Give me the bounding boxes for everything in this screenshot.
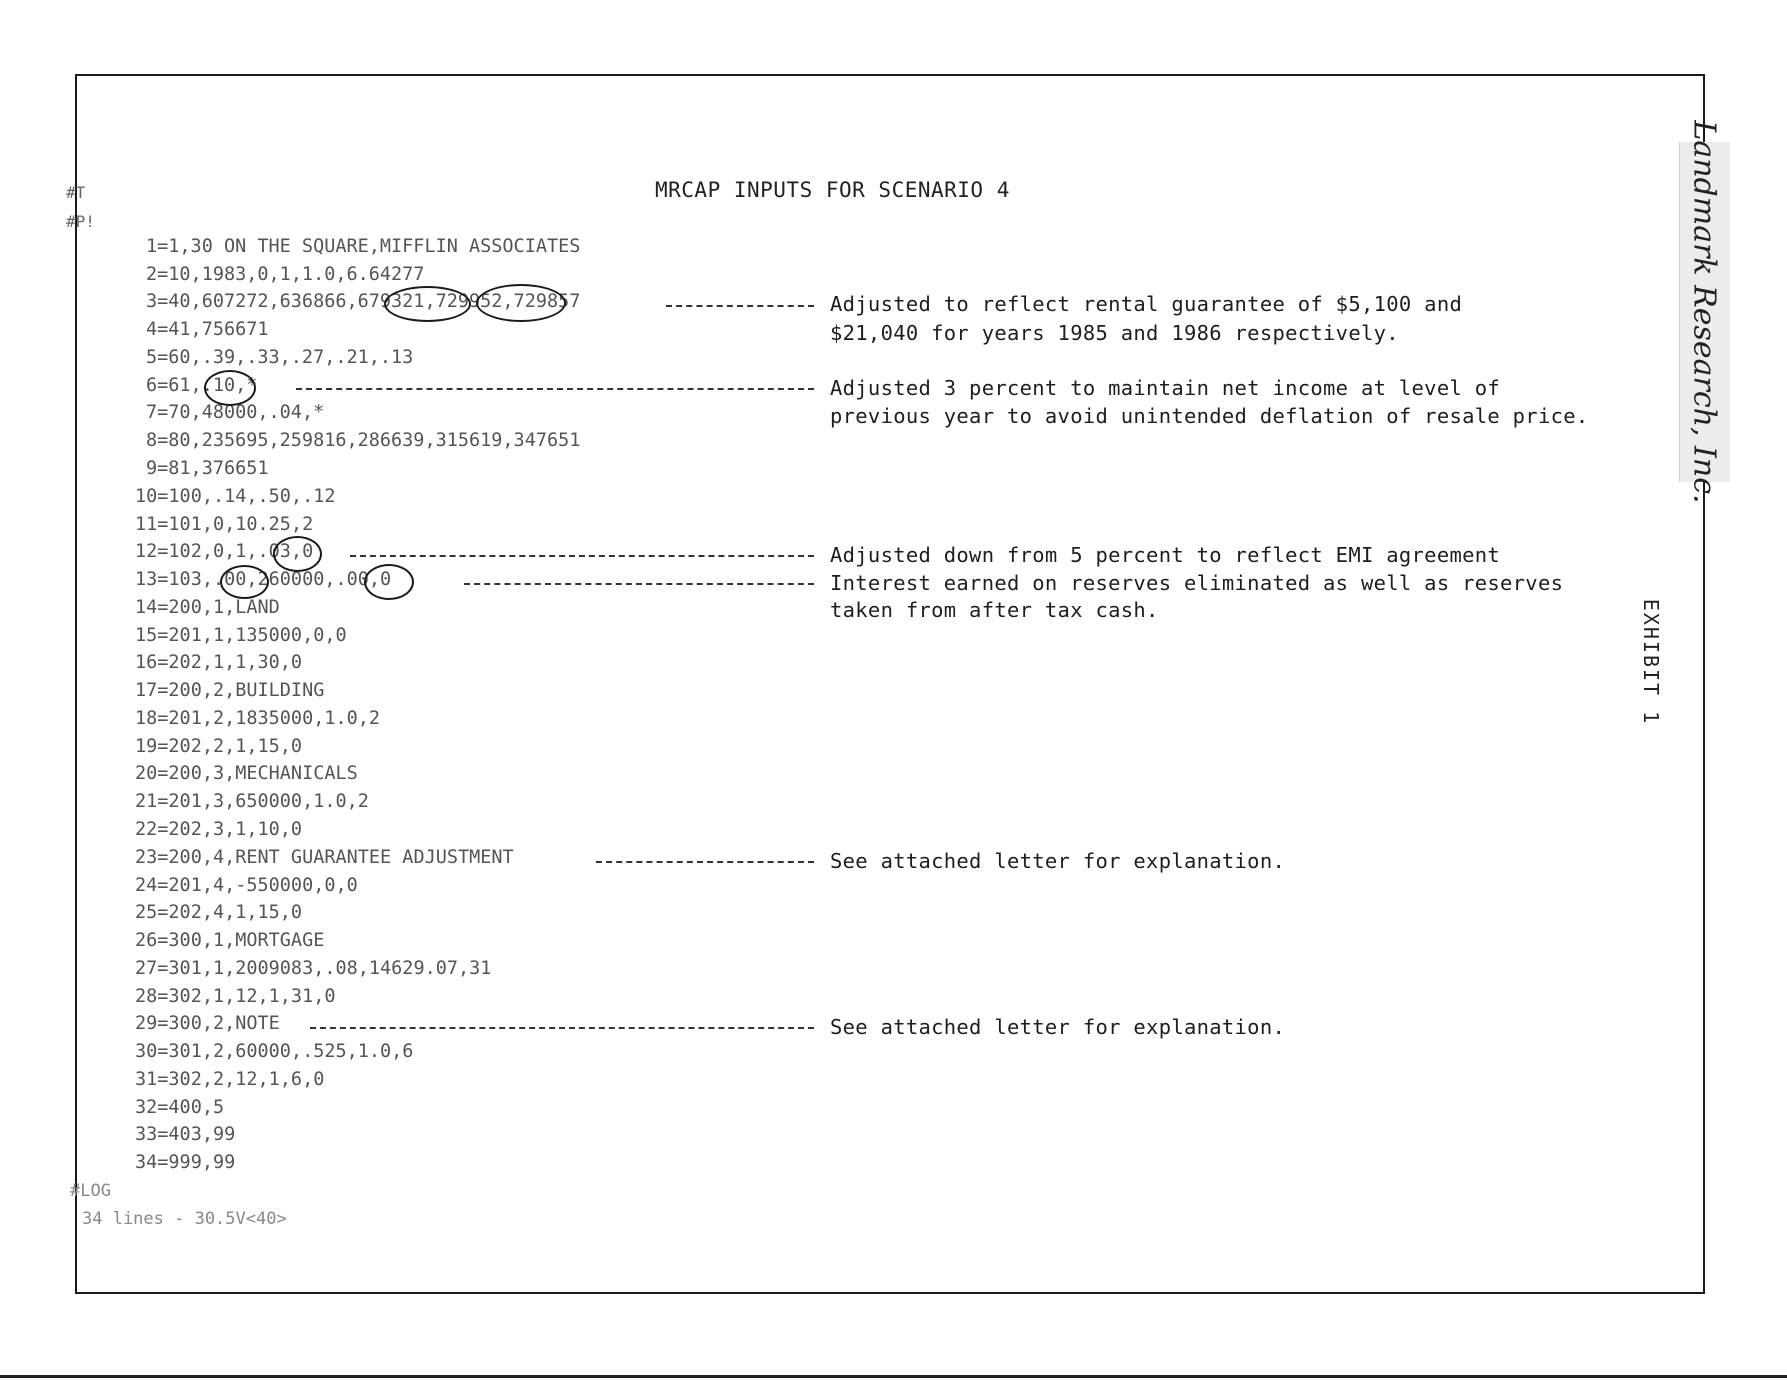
input-line-5: 5=60,.39,.33,.27,.21,.13 — [146, 347, 414, 368]
annotation-rental-guarantee-1: Adjusted to reflect rental guarantee of $5,100 and — [830, 292, 1463, 316]
leader-line-29 — [310, 1027, 814, 1029]
annotation-letter-note: See attached letter for explanation. — [830, 1015, 1286, 1039]
log-marker: #LOG — [70, 1181, 111, 1201]
input-line-1: 1=1,30 ON THE SQUARE,MIFFLIN ASSOCIATES — [146, 236, 581, 257]
input-line-16: 16=202,1,1,30,0 — [135, 652, 303, 673]
annotation-emi-agreement: Adjusted down from 5 percent to reflect EMI agreement — [830, 543, 1501, 567]
side-mark-p: #P! — [66, 212, 95, 231]
leader-line-6 — [296, 388, 814, 390]
input-line-2: 2=10,1983,0,1,1.0,6.64277 — [146, 264, 425, 285]
input-line-34: 34=999,99 — [135, 1152, 236, 1173]
input-line-21: 21=201,3,650000,1.0,2 — [135, 791, 369, 812]
leader-line-3 — [666, 305, 814, 307]
annotation-reserves-2: taken from after tax cash. — [830, 598, 1159, 622]
input-line-8: 8=80,235695,259816,286639,315619,347651 — [146, 430, 581, 451]
circle-mark-03 — [273, 536, 322, 572]
input-line-23: 23=200,4,RENT GUARANTEE ADJUSTMENT — [135, 847, 514, 868]
input-line-9: 9=81,376651 — [146, 458, 269, 479]
input-line-31: 31=302,2,12,1,6,0 — [135, 1069, 325, 1090]
company-logo: Landmark Research, Inc. — [1686, 120, 1722, 504]
input-line-15: 15=201,1,135000,0,0 — [135, 625, 347, 646]
input-line-22: 22=202,3,1,10,0 — [135, 819, 303, 840]
input-line-27: 27=301,1,2009083,.08,14629.07,31 — [135, 958, 492, 979]
side-mark-t: #T — [66, 183, 86, 202]
circle-mark-00-second — [364, 564, 414, 600]
input-line-32: 32=400,5 — [135, 1097, 225, 1118]
input-line-6: 6=61,.10,* — [146, 375, 258, 396]
input-line-7: 7=70,48000,.04,* — [146, 402, 325, 423]
input-line-13: 13=103,.00,260000,.00,0 — [135, 569, 392, 590]
annotation-net-income-2: previous year to avoid unintended deflation of resale price. — [830, 404, 1589, 428]
annotation-rental-guarantee-2: $21,040 for years 1985 and 1986 respectively. — [830, 321, 1399, 345]
input-line-30: 30=301,2,60000,.525,1.0,6 — [135, 1041, 414, 1062]
input-line-26: 26=300,1,MORTGAGE — [135, 930, 325, 951]
circle-mark-10 — [204, 370, 256, 406]
input-line-10: 10=100,.14,.50,.12 — [135, 486, 336, 507]
leader-line-13 — [464, 583, 814, 585]
input-line-14: 14=200,1,LAND — [135, 597, 280, 618]
annotation-letter-rent: See attached letter for explanation. — [830, 849, 1286, 873]
input-line-12: 12=102,0,1,.03,0 — [135, 541, 314, 562]
input-line-19: 19=202,2,1,15,0 — [135, 736, 303, 757]
circle-mark-00-first — [220, 565, 269, 599]
bottom-rule — [0, 1375, 1787, 1378]
circle-mark-729952 — [476, 284, 566, 322]
input-line-11: 11=101,0,10.25,2 — [135, 514, 314, 535]
status-line: 34 lines - 30.5V<40> — [82, 1209, 287, 1229]
annotation-reserves-1: Interest earned on reserves eliminated as well as reserves — [830, 571, 1564, 595]
input-line-29: 29=300,2,NOTE — [135, 1013, 280, 1034]
leader-line-12 — [350, 555, 814, 557]
circle-mark-679321 — [384, 286, 471, 322]
input-line-28: 28=302,1,12,1,31,0 — [135, 986, 336, 1007]
input-line-18: 18=201,2,1835000,1.0,2 — [135, 708, 381, 729]
input-line-3: 3=40,607272,636866,679321,729952,729857 — [146, 291, 581, 312]
annotation-net-income-1: Adjusted 3 percent to maintain net income at level of — [830, 376, 1501, 400]
exhibit-label: EXHIBIT 1 — [1639, 598, 1663, 726]
input-line-20: 20=200,3,MECHANICALS — [135, 763, 358, 784]
document-title: MRCAP INPUTS FOR SCENARIO 4 — [655, 178, 1010, 202]
input-line-4: 4=41,756671 — [146, 319, 269, 340]
input-line-25: 25=202,4,1,15,0 — [135, 902, 303, 923]
leader-line-23 — [596, 861, 814, 863]
input-line-24: 24=201,4,-550000,0,0 — [135, 875, 358, 896]
input-line-17: 17=200,2,BUILDING — [135, 680, 325, 701]
input-line-33: 33=403,99 — [135, 1124, 236, 1145]
